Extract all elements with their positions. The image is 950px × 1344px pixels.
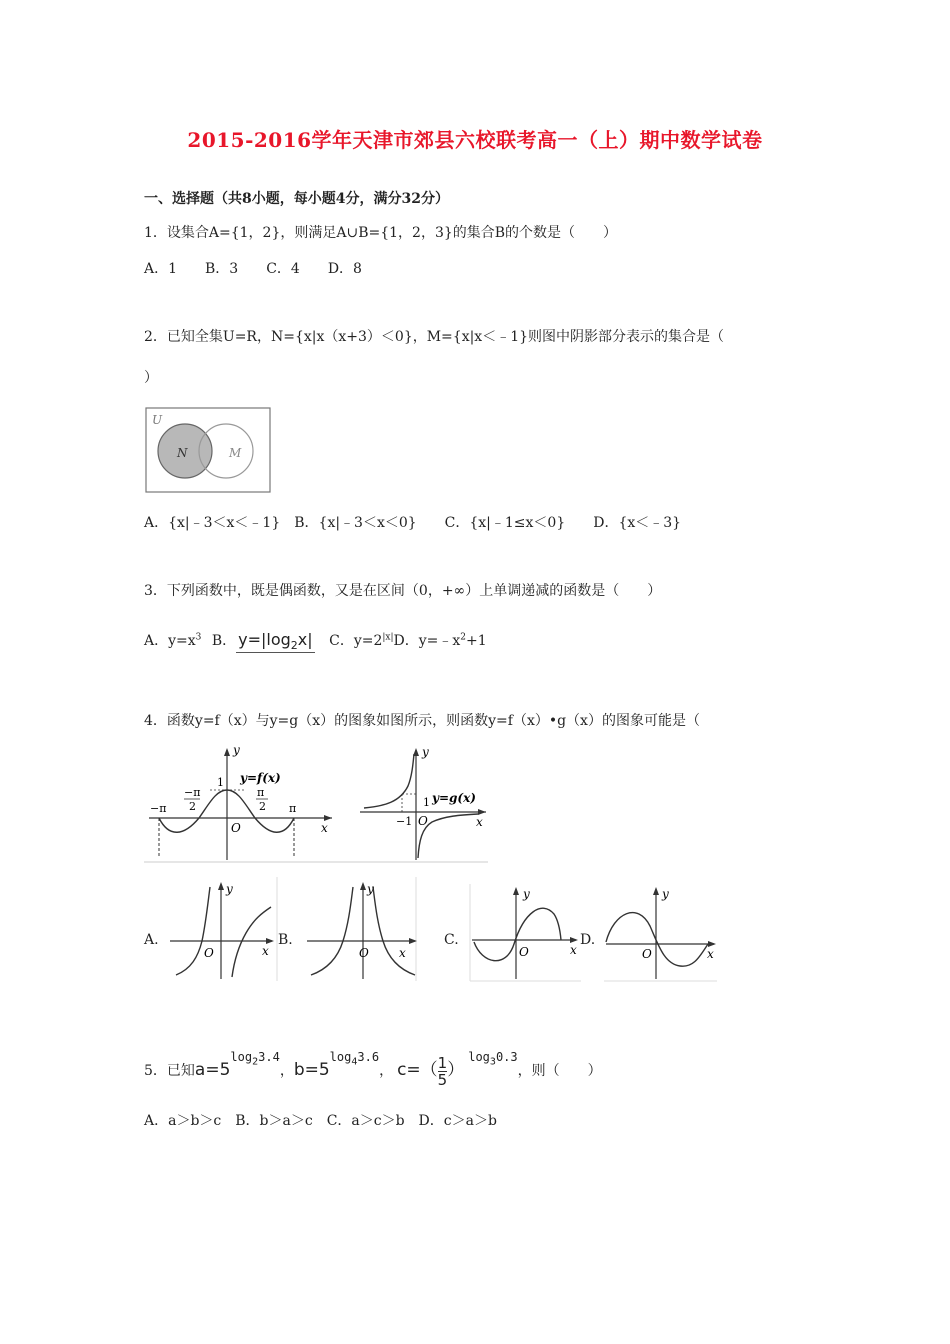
question-2-stem-line2: ） (144, 370, 158, 386)
universal-label: U (152, 413, 163, 427)
svg-text:O: O (359, 946, 369, 960)
q4-option-d-label: D. (580, 932, 596, 948)
question-4-stem: 4．函数y=f（x）与y=g（x）的图象如图所示，则函数y=f（x）•g（x）的图象可能是（ (144, 713, 700, 729)
f-func-label: y=f(x) (240, 771, 281, 785)
question-2-options: A．{x|﹣3＜x＜﹣1} B．{x|﹣3＜x＜0} C．{x|﹣1≤x＜0} D．{x＜﹣3} (144, 515, 682, 531)
f-x-label: x (321, 821, 328, 835)
question-3-options (144, 630, 487, 653)
svg-text:O: O (642, 947, 652, 961)
option-d: D．$y=﹣x^2+1$ (393, 632, 487, 649)
q4-option-a-graph (166, 877, 278, 982)
q4-option-d-graph (604, 884, 718, 982)
f-neg-half-pi-num: −π (184, 786, 201, 799)
question-1-stem: 1．设集合A={1，2}，则满足A∪B={1，2，3}的集合B的个数是（ ） (144, 225, 618, 241)
question-3-stem: 3．下列函数中，既是偶函数，又是在区间（0，+∞）上单调递减的函数是（ ） (144, 583, 662, 599)
graph-g (360, 746, 490, 864)
venn-diagram (145, 407, 272, 495)
f-origin-label: O (231, 821, 241, 835)
g-one-label: 1 (423, 796, 430, 809)
svg-text:y: y (523, 887, 530, 901)
svg-text:x: x (262, 944, 269, 958)
g-func-label: y=g(x) (432, 791, 476, 805)
svg-text:O: O (204, 946, 214, 960)
question-1-options: A．1 B．3 C．4 D．8 (144, 261, 362, 277)
q4-option-a-label: A. (144, 932, 159, 948)
question-2-stem-line1: 2．已知全集U=R，N={x|x（x+3）＜0}，M={x|x＜﹣1}则图中阴影部分表示的集合是（ (144, 329, 725, 345)
f-y-label: y (233, 743, 240, 757)
f-pi: π (289, 802, 297, 815)
svg-text:x: x (570, 943, 577, 957)
exam-title: 2015-2016学年天津市郊县六校联考高一（上）期中数学试卷 (187, 128, 763, 152)
f-half-pi-num: π (257, 786, 265, 799)
q4-option-c-label: C. (444, 932, 459, 948)
f-half-pi-den: 2 (259, 800, 266, 813)
f-neg-pi: −π (150, 802, 167, 815)
g-y-label: y (422, 745, 429, 759)
q4-option-c-graph (470, 884, 582, 982)
option-c: C．$y=2^{|x|}$ (329, 632, 394, 649)
f-one-label: 1 (217, 776, 224, 789)
option-b-math: $y=|\log_2x|$ (238, 630, 313, 653)
g-curve-left (364, 754, 414, 808)
question-5-options: A．a＞b＞c B．b＞a＞c C．a＞c＞b D．c＞a＞b (144, 1113, 497, 1129)
option-a: A．$y=x^3$ (144, 632, 202, 649)
svg-text:x: x (707, 947, 714, 961)
svg-text:y: y (367, 882, 374, 896)
f-neg-half-pi-den: 2 (189, 800, 196, 813)
g-origin-label: O (418, 814, 428, 828)
set-m-label: M (229, 446, 242, 460)
g-x-label: x (476, 815, 483, 829)
q4-option-b-label: B. (278, 932, 293, 948)
question-5-stem: 5．已知$a=5\log_23.4$，$b=5\log_43.6$， c=（ $\frac{1}{5}$ ）$\log_30.3$，则（ ） (144, 1050, 602, 1089)
q4-option-b-graph (303, 877, 419, 982)
svg-text:y: y (662, 887, 669, 901)
svg-text:O: O (519, 945, 529, 959)
svg-text:y: y (226, 882, 233, 896)
svg-text:x: x (399, 946, 406, 960)
g-neg-one-label: −1 (396, 815, 413, 828)
section-heading: 一、选择题（共8小题，每小题4分，满分32分） (144, 191, 449, 207)
set-n-label: N (177, 446, 188, 460)
option-b-label: B． (211, 633, 237, 649)
fraction-one-fifth: $\frac{1}{5}$ (437, 1053, 448, 1089)
